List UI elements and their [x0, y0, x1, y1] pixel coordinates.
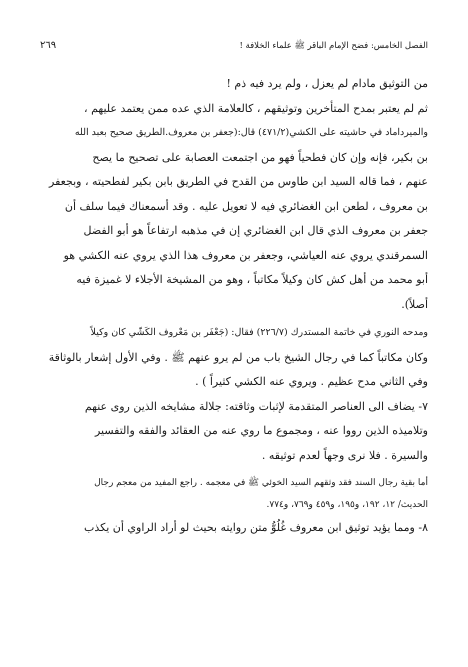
text-line: ومدحه النوري في خاتمة المستدرك (٢٢٦/٧) فقال: (جَعْفَر بن مَعْروف الكَشّي كان وكيلاً: [90, 327, 428, 338]
text-line: الحديث/ ١٢، ١٩٢، و١٩٥، و٤٥٩ و٧٦٩، و٧٧٤.: [266, 500, 428, 510]
text-line: بن معروف ، لطعن ابن الغضائري فيه لا تعويل عليه . وقد أسمعناك فيما سلف أن: [64, 199, 428, 213]
text-line: والسيرة . فلا نرى وجهاً لعدم توثيقه .: [261, 448, 428, 462]
text-line: وفي الثاني مدح عظيم . ويروي عنه الكشي كثيراً ) .: [195, 375, 428, 388]
text-line: وتلاميذه الذين رووا عنه ، ومجموع ما روي عنه من العقائد والفقه والتفسير: [94, 424, 428, 437]
paragraph-1: [40, 72, 428, 317]
document-page: [40, 40, 428, 649]
paragraph-2: [40, 321, 428, 395]
text-line: ٧- يضاف الى العناصر المتقدمة لإثبات وثاقته: جلالة مشايخه الذين روى عنهم: [84, 399, 428, 413]
text-line: بن بكير، فإنه وإن كان فطحياً فهو من اجتمعت العصابة على تصحيح ما يصح: [92, 150, 428, 164]
text-line: أما بقية رجال السند فقد وثقهم السيد الخوئي ﷺ في معجمه . راجع المفيد من معجم رجال: [94, 478, 428, 488]
text-line: ٨- ومما يؤيد توثيق ابن معروف غُلُوُّ متن روايته بحيث لو أراد الراوي أن يكذب: [84, 521, 428, 534]
running-title: الفصل الخامس: فضح الإمام الباقر ﷺ علماء الخلافة !: [239, 41, 428, 51]
page-number: ٢٦٩: [40, 40, 57, 51]
text-line: أصلاً).: [401, 297, 428, 311]
paragraph-4: [40, 472, 428, 516]
paragraph-5: [40, 516, 428, 541]
text-line: وكان مكاتباً كما في رجال الشيخ باب من لم يرو عنهم ﷺ . وفي الأول إشعار بالوثاقة: [48, 350, 428, 364]
text-line: السمرقندي يروي عنه العياشي، وجعفر بن معروف هذا الذي يروي عنه الكشي هو: [63, 248, 428, 262]
text-line: أبو محمد من أهل كش كان وكيلاً مكاتباً ، وهو من المشيخة الأجلاء لا غميزة فيه: [76, 273, 428, 286]
text-line: جعفر بن معروف الذي قال ابن الغضائري إن في مذهبه ارتفاعاً هو أبو الفضل: [83, 224, 428, 237]
page-header: [40, 40, 428, 52]
text-line: عنهم ، فما قاله السيد ابن طاوس من القدح في الطريق بابن بكير لفطحيته ، وبجعفر: [49, 175, 428, 188]
text-line: والميرداماد في حاشيته على الكشي(٤٧١/٢) قال:(جعفر بن معروف.الطريق صحيح بعبد الله: [74, 127, 428, 138]
paragraph-3: [40, 395, 428, 469]
text-line: من التوثيق مادام لم يعزل ، ولم يرد فيه ذم !: [226, 77, 428, 90]
text-line: ثم لم يعتبر بمدح المتأخرين وتوثيقهم ، كالعلامة الذي عده ممن يعتمد عليهم ،: [84, 101, 428, 115]
